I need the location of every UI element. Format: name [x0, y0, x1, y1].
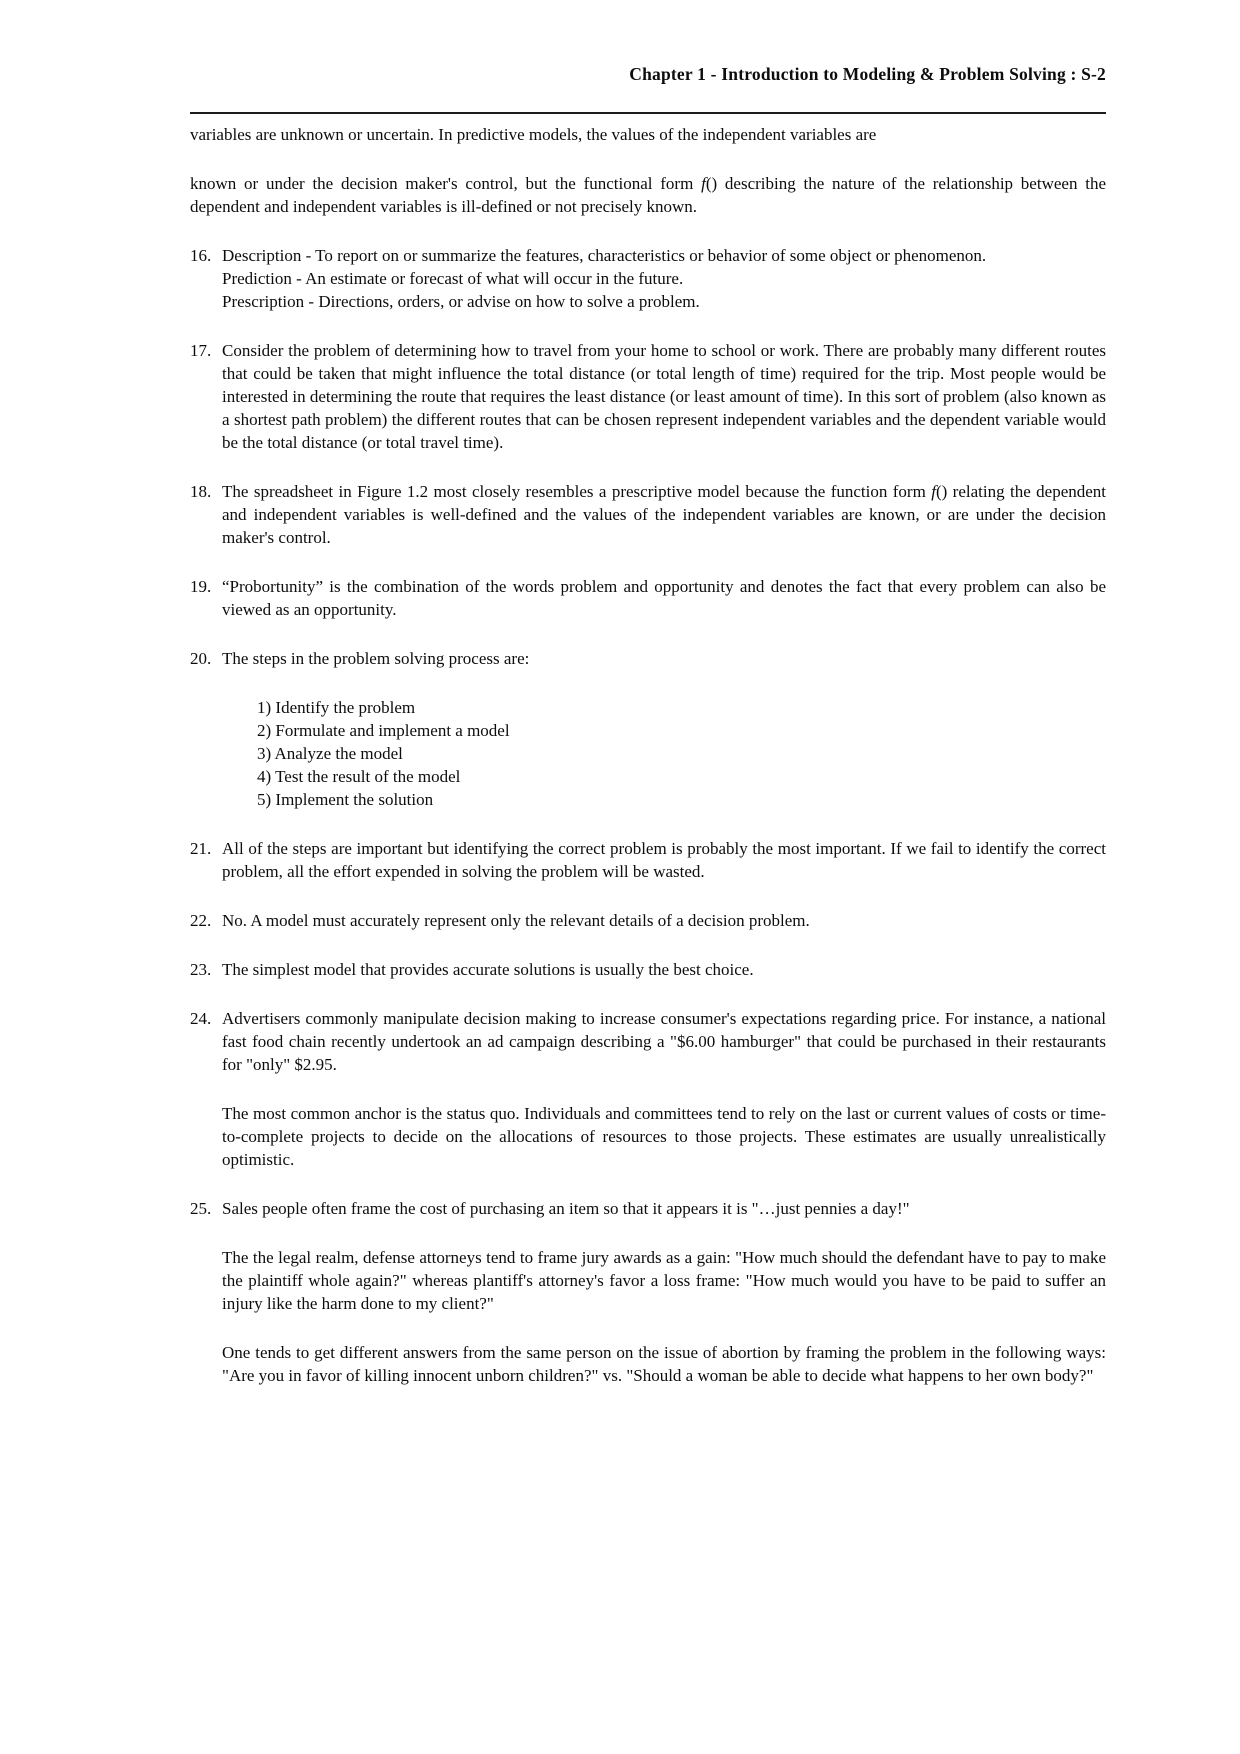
item-number: 16.: [190, 246, 212, 265]
item-paragraph: One tends to get different answers from the same person on the issue of abortion by framing the problem in the following ways: "Are you in favor of killing innocent unborn children?" vs. "Should a woman be able to decide what happens to her own body?": [222, 1343, 1106, 1385]
item-number: 17.: [190, 341, 212, 360]
item-paragraph: Consider the problem of determining how to travel from your home to school or work. There are probably many different routes that could be taken that might influence the total distance (or total length of time) required for the trip. Most people would be interested in determining the route that requires the least distance (or least amount of time). In this sort of problem (also known as a shortest path problem) the different routes that can be chosen represent independent variables and the dependent variable would be the total distance (or total travel time).: [222, 341, 1106, 452]
item-paragraph: Advertisers commonly manipulate decision making to increase consumer's expectations regarding price. For instance, a national fast food chain recently undertook an ad campaign describing a "$6.00 hamburger" that could be purchased in their restaurants for "only" $2.95.: [222, 1009, 1106, 1074]
document-page: [190, 62, 1106, 1387]
item-number: 19.: [190, 577, 212, 596]
item-paragraph: The most common anchor is the status quo. Individuals and committees tend to rely on the last or current values of costs or time-to-complete projects to decide on the allocations of resources to those projects. These estimates are usually unrealistically optimistic.: [222, 1104, 1106, 1169]
answer-item-22: [190, 909, 1106, 932]
step-item: 2) Formulate and implement a model: [257, 721, 510, 740]
item-content: [222, 1007, 1106, 1171]
item-content: [222, 909, 1106, 932]
item-paragraph: The steps in the problem solving process are:: [222, 649, 530, 668]
header-rule: [190, 112, 1106, 114]
answer-item-24: [190, 1007, 1106, 1171]
answer-item-19: [190, 575, 1106, 621]
answer-item-21: [190, 837, 1106, 883]
answer-item-23: [190, 958, 1106, 981]
item-paragraph: Sales people often frame the cost of purchasing an item so that it appears it is "…just pennies a day!": [222, 1199, 910, 1218]
item-paragraph: Description - To report on or summarize the features, characteristics or behavior of some object or phenomenon.: [222, 246, 987, 265]
answer-item-18: [190, 480, 1106, 549]
item-number: 18.: [190, 482, 212, 501]
answer-item-25: [190, 1197, 1106, 1387]
item-number: 21.: [190, 839, 212, 858]
step-item: 1) Identify the problem: [257, 698, 416, 717]
item-content: [222, 647, 1106, 811]
steps-list: [257, 696, 1106, 811]
item-paragraph: Prescription - Directions, orders, or advise on how to solve a problem.: [222, 292, 700, 311]
item-paragraph: “Probortunity” is the combination of the words problem and opportunity and denotes the fact that every problem can also be viewed as an opportunity.: [222, 577, 1106, 619]
item-content: [222, 244, 1106, 313]
item-content: [222, 575, 1106, 621]
answer-item-20: [190, 647, 1106, 811]
item-paragraph: The simplest model that provides accurate solutions is usually the best choice.: [222, 960, 754, 979]
item-paragraph: All of the steps are important but identifying the correct problem is probably the most important. If we fail to identify the correct problem, all the effort expended in solving the problem will be wasted.: [222, 839, 1106, 881]
item-number: 25.: [190, 1199, 212, 1218]
step-item: 5) Implement the solution: [257, 790, 434, 809]
item-paragraph: The the legal realm, defense attorneys tend to frame jury awards as a gain: "How much should the defendant have to pay to make the plaintiff whole again?" whereas plantiff's attorney's favor a loss frame: "How much would you have to be paid to suffer an injury like the harm done to my client?": [222, 1248, 1106, 1313]
item-paragraph: Prediction - An estimate or forecast of what will occur in the future.: [222, 269, 684, 288]
step-item: 3) Analyze the model: [257, 744, 403, 763]
item-paragraph: No. A model must accurately represent only the relevant details of a decision problem.: [222, 911, 810, 930]
intro-paragraph-2: known or under the decision maker's control, but the functional form f() describing the nature of the relationship between the dependent and independent variables is ill-defined or not precisely known.: [190, 174, 1106, 216]
item-content: [222, 339, 1106, 454]
step-item: 4) Test the result of the model: [257, 767, 461, 786]
item-content: [222, 837, 1106, 883]
answer-item-17: [190, 339, 1106, 454]
item-content: [222, 480, 1106, 549]
item-number: 20.: [190, 649, 212, 668]
item-content: [222, 958, 1106, 981]
intro-paragraph-1: variables are unknown or uncertain. In predictive models, the values of the independent variables are: [190, 125, 877, 144]
answer-item-16: [190, 244, 1106, 313]
item-number: 24.: [190, 1009, 212, 1028]
item-number: 22.: [190, 911, 212, 930]
item-number: 23.: [190, 960, 212, 979]
page-header-title: Chapter 1 - Introduction to Modeling & Problem Solving : S-2: [629, 64, 1106, 84]
item-paragraph: The spreadsheet in Figure 1.2 most closely resembles a prescriptive model because the function form f() relating the dependent and independent variables is well-defined and the values of the independent variables are known, or are under the decision maker's control.: [222, 482, 1107, 547]
item-content: [222, 1197, 1106, 1387]
